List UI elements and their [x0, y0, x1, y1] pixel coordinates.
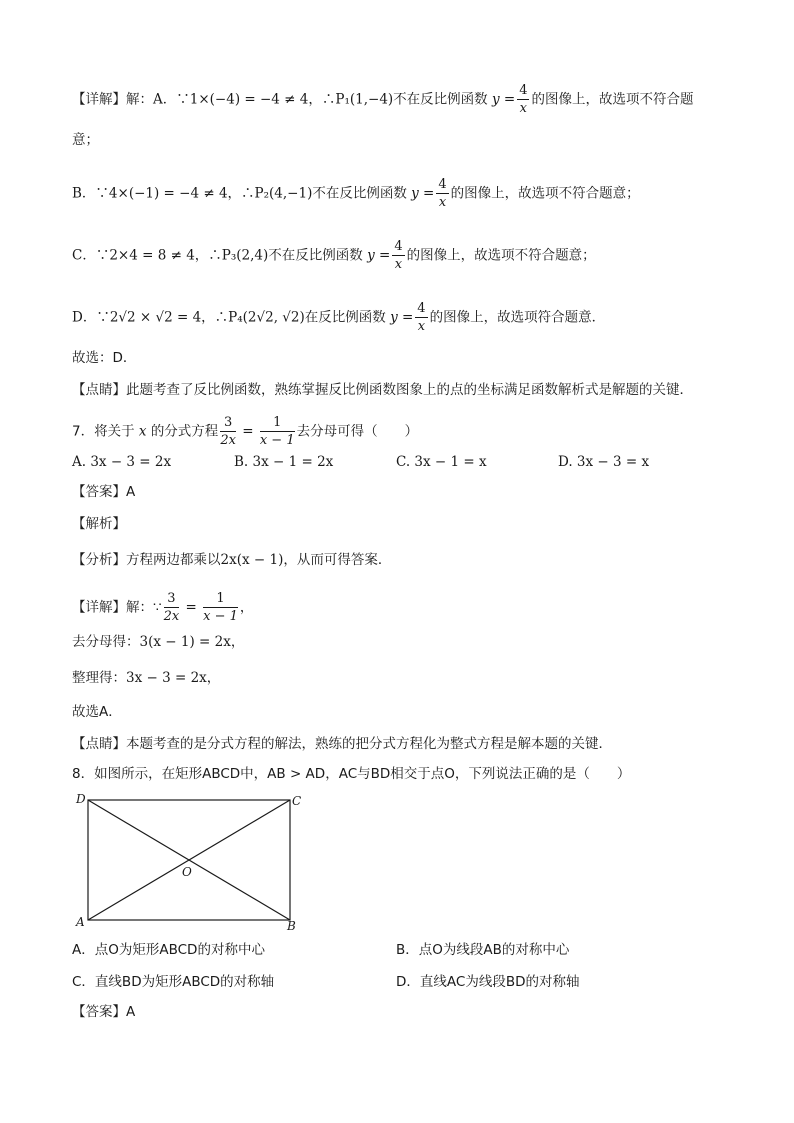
commentary-label: 【点睛】 [72, 382, 126, 398]
func-fraction: $\frac{4}{x}$ [438, 177, 447, 210]
q6-c-tail: 的图像上，故选项不符合题意； [406, 247, 596, 264]
q6-a-expr: A．∵1×(−4) = −4 ≠ 4，∴P₁(1,−4)不在反比例函数 [153, 91, 488, 108]
label-d: D [76, 792, 86, 806]
detail-label: 【详解】 [72, 91, 126, 108]
q7-analysis-label: 【解析】 [72, 516, 126, 532]
q6-d-expr: D．∵2√2 × √2 = 4，∴P₄(2√2, √2)在反比例函数 [72, 309, 386, 326]
q7-step1: 去分母得：3(x − 1) = 2x， [72, 634, 245, 650]
q6-option-a-line [72, 82, 693, 117]
func-fraction: $\frac{4}{x}$ [519, 83, 528, 116]
q8-option-c: C．直线BD为矩形ABCD的对称轴 [72, 974, 275, 990]
q7-answer-line [72, 482, 135, 502]
analysis-sub-label: 【分析】 [72, 552, 126, 568]
func-fraction: $\frac{4}{x}$ [417, 301, 426, 334]
q7-option-b: B. 3x − 1 = 2x [234, 454, 334, 470]
answer-label: 【答案】 [72, 484, 126, 500]
rectangle-figure [70, 788, 310, 936]
q7-comment-line: 【点睛】本题考查的是分式方程的解法，熟练的把分式方程化为整式方程是解本题的关键． [72, 736, 612, 752]
solution-prefix: 解： [126, 91, 153, 108]
q7-choice: 故选A． [72, 704, 122, 720]
q8-option-a: A．点O为矩形ABCD的对称中心 [72, 942, 265, 958]
q8-stem: 8．如图所示，在矩形ABCD中，AB > AD，AC与BD相交于点O，下列说法正确的是（ ） [72, 766, 631, 782]
q6-c-expr: C．∵2×4 = 8 ≠ 4，∴P₃(2,4)不在反比例函数 [72, 247, 363, 264]
q6-comment-line [72, 380, 693, 400]
q8-answer: A [126, 1004, 136, 1020]
q6-choice: 故选：D． [72, 350, 137, 366]
label-a: A [76, 915, 85, 929]
q7-option-a: A. 3x − 3 = 2x [72, 454, 172, 470]
q6-option-d-line: D．∵2√2 × √2 = 4，∴P₄(2√2, √2)在反比例函数 y = $\frac{4}{x}$ 的图像上，故选项符合题意． [72, 301, 606, 334]
func-y: y = [491, 91, 516, 108]
q6-option-c-line: C．∵2×4 = 8 ≠ 4，∴P₃(2,4)不在反比例函数 y = $\frac{4}{x}$ 的图像上，故选项不符合题意； [72, 239, 596, 272]
q7-detail-line: 【详解】解：∵ $\frac{3}{2x}$ = $\frac{1}{x - 1}$ ， [72, 591, 254, 624]
q7-analysis-line: 【分析】方程两边都乘以2x(x − 1)，从而可得答案． [72, 552, 392, 568]
q8-option-d: D．直线AC为线段BD的对称轴 [396, 974, 580, 990]
q7-option-c: C. 3x − 1 = x [396, 454, 487, 470]
q8-option-b: B．点O为线段AB的对称中心 [396, 942, 570, 958]
q7-rhs-fraction: $\frac{1}{x - 1}$ [259, 415, 295, 448]
label-b: B [287, 919, 296, 933]
q7-option-d: D. 3x − 3 = x [558, 454, 650, 470]
q6-b-tail: 的图像上，故选项不符合题意； [450, 185, 640, 202]
q7-answer: A [126, 484, 136, 500]
label-o: O [182, 865, 192, 879]
func-fraction: $\frac{4}{x}$ [394, 239, 403, 272]
q6-a-cont: 意； [72, 132, 99, 148]
q6-d-tail: 的图像上，故选项符合题意． [429, 309, 606, 326]
q6-comment: 此题考查了反比例函数，熟练掌握反比例函数图象上的点的坐标满足函数解析式是解题的关键． [126, 382, 693, 398]
q6-a-tail: 的图像上，故选项不符合题 [531, 91, 694, 108]
q7-step2: 整理得：3x − 3 = 2x， [72, 670, 221, 686]
q7-stem: 7．将关于 x 的分式方程 $\frac{3}{2x}$ = $\frac{1}{x - 1}$ 去分母可得（ ） [72, 415, 419, 448]
q6-b-expr: B．∵4×(−1) = −4 ≠ 4，∴P₂(4,−1)不在反比例函数 [72, 185, 407, 202]
q8-answer-line: 【答案】A [72, 1004, 136, 1020]
q7-lhs-fraction: $\frac{3}{2x}$ [220, 415, 236, 448]
label-c: C [292, 794, 302, 808]
q6-option-b-line: B．∵4×(−1) = −4 ≠ 4，∴P₂(4,−1)不在反比例函数 y = $\frac{4}{x}$ 的图像上，故选项不符合题意； [72, 177, 640, 210]
